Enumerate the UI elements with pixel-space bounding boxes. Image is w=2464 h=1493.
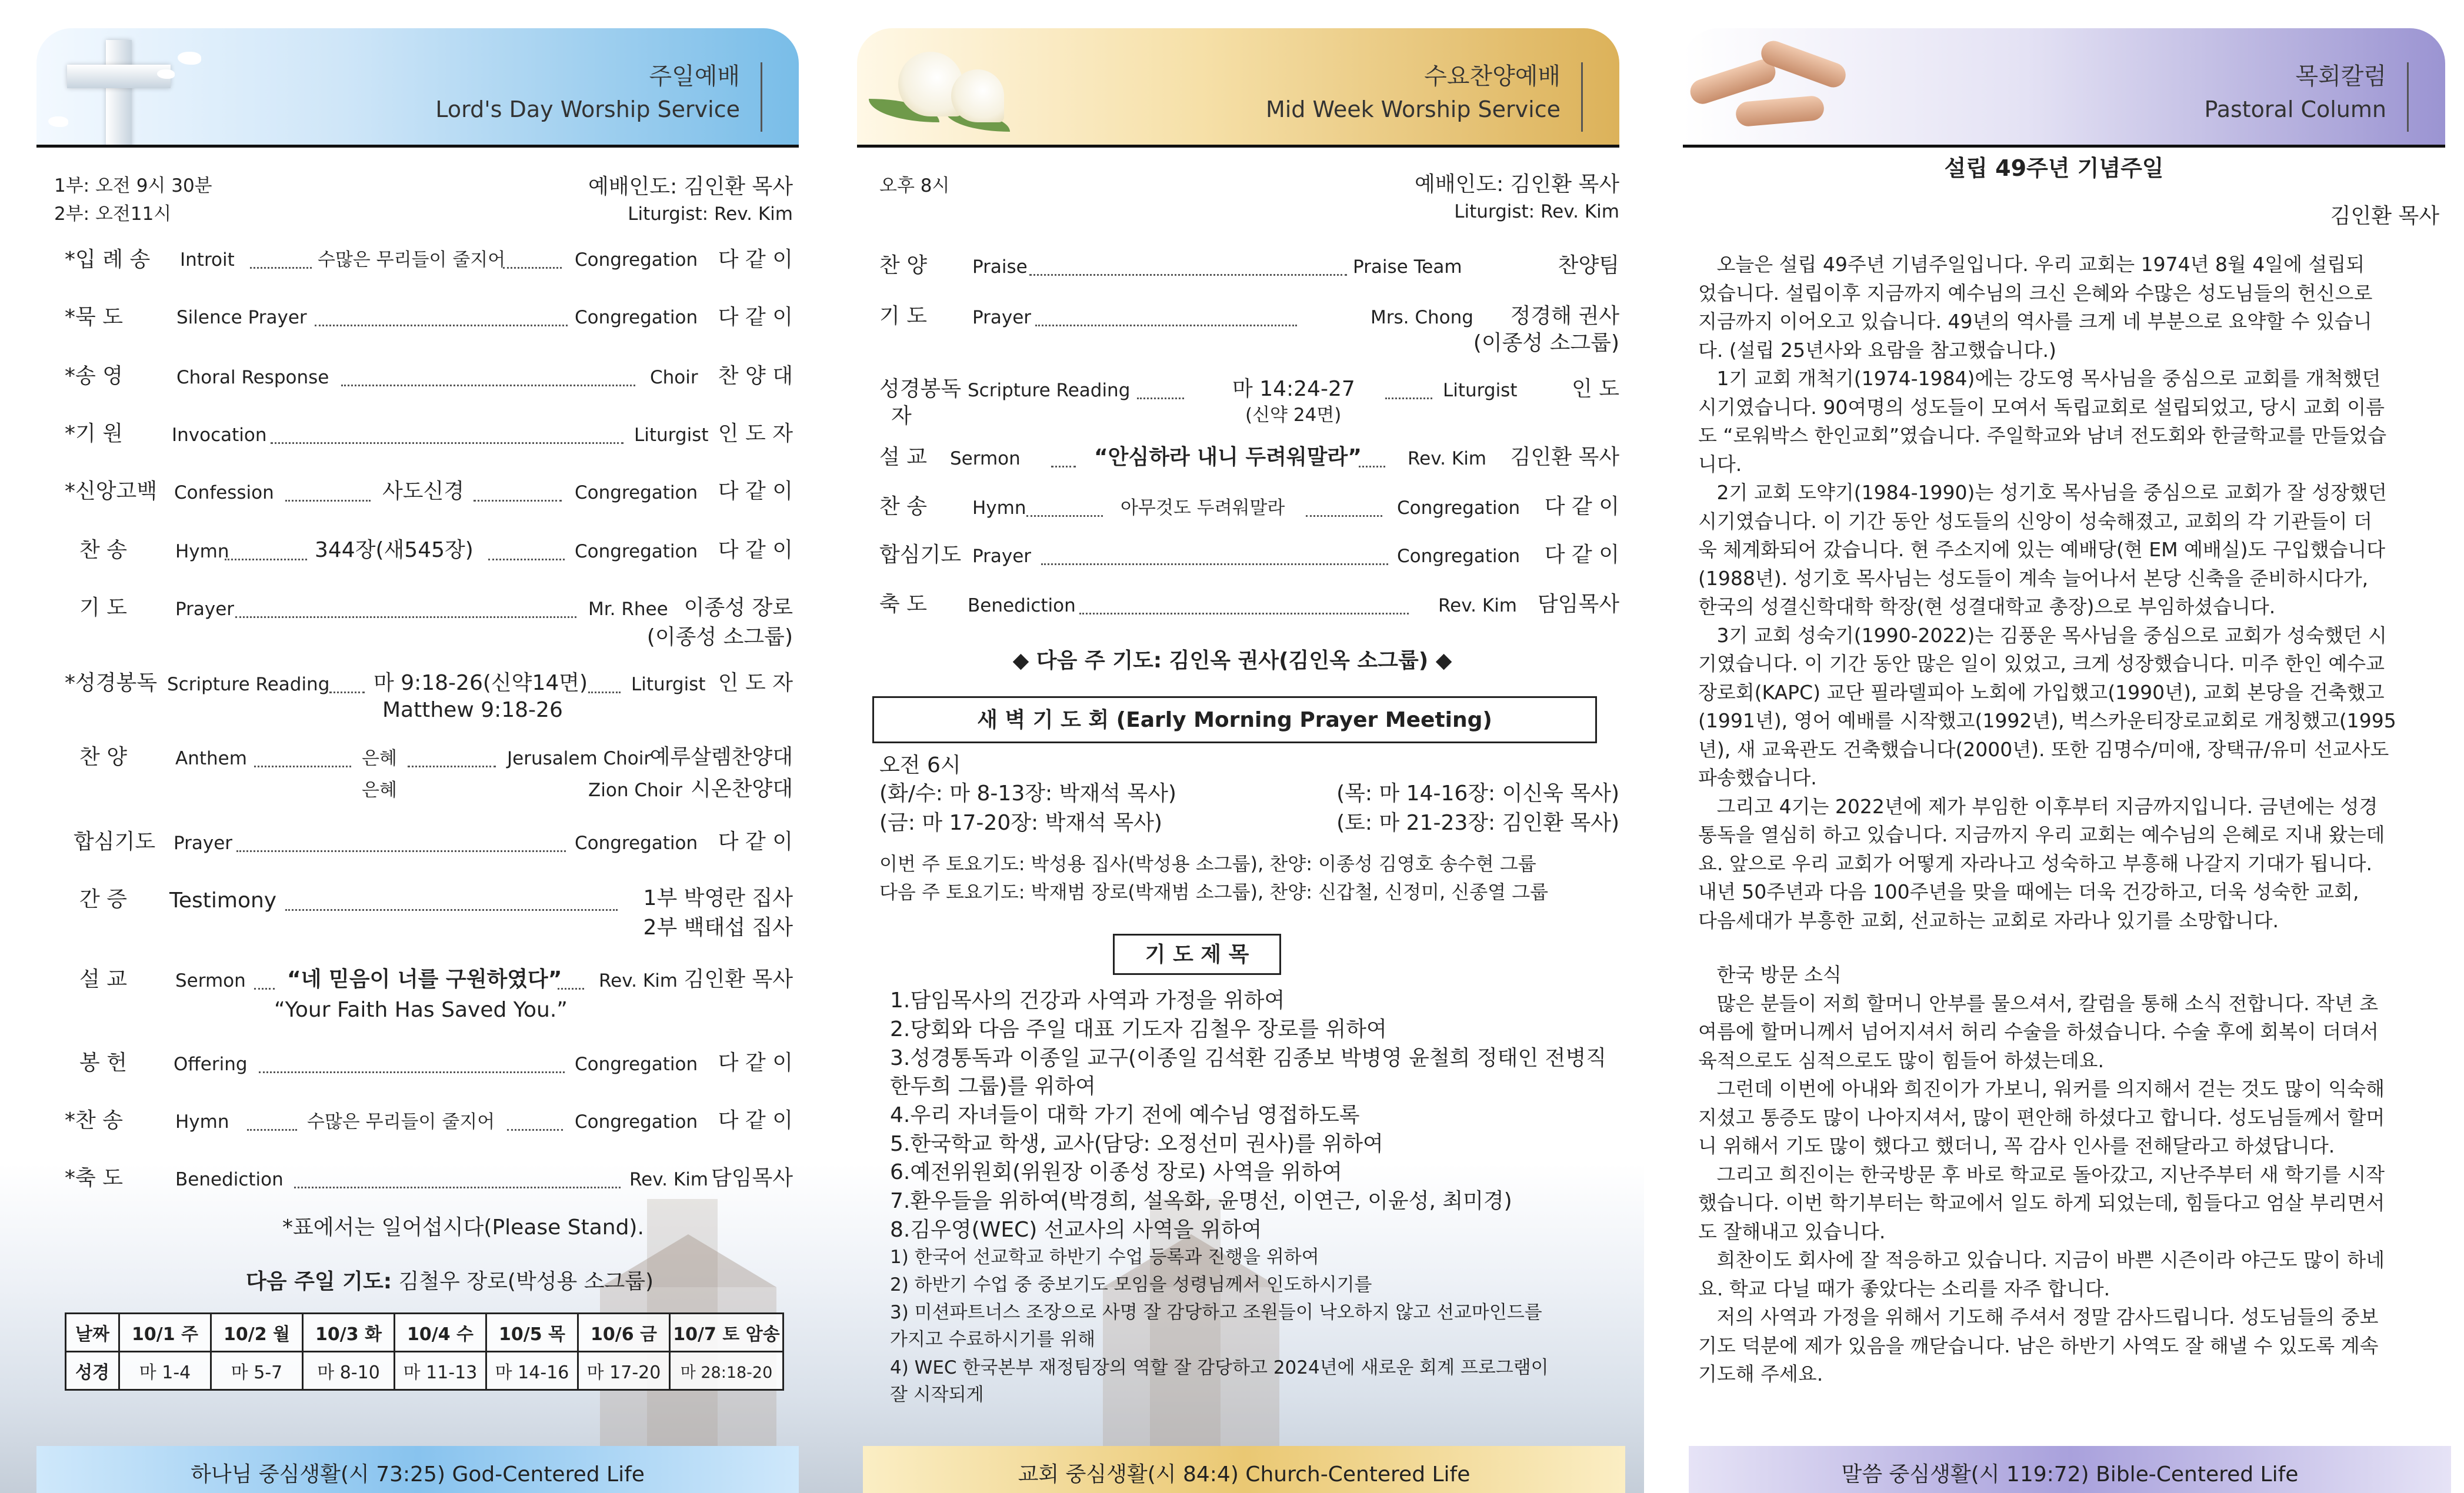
- divider: [36, 145, 799, 148]
- item-who-ko: 정경해 권사: [1510, 304, 1619, 328]
- choir-name-ko: 예루살렘찬양대: [649, 745, 793, 769]
- section-title-en: Lord's Day Worship Service: [435, 96, 740, 122]
- prayer-topic: 2.당회와 다음 주일 대표 기도자 김철우 장로를 위하여: [890, 1017, 1387, 1041]
- item-label-ko: 간 증: [79, 887, 127, 911]
- item-who-ko: 담임목사: [711, 1166, 793, 1190]
- item-who: Rev. Kim: [1408, 448, 1487, 469]
- item-label-en: Hymn: [175, 1111, 229, 1133]
- schedule-header: 10/1 주: [119, 1314, 211, 1352]
- item-label-ko: 찬 양: [79, 745, 127, 769]
- item-who: Congregation: [575, 307, 698, 328]
- scripture-page: (신약 24면): [1245, 405, 1342, 426]
- prayer-subgroup: (이종성 소그룹): [646, 625, 793, 649]
- item-who-ko: 다 같 이: [718, 479, 793, 503]
- hands-photo: [1683, 28, 1859, 145]
- schedule-cell: 마 5-7: [211, 1352, 303, 1390]
- item-label-ko: 합심기도: [74, 830, 156, 854]
- footer-text: 하나님 중심생활(시 73:25) God-Centered Life: [191, 1462, 645, 1487]
- item-who: Rev. Kim: [1438, 595, 1518, 616]
- schedule-header: 10/2 월: [211, 1314, 303, 1352]
- item-label-en: Hymn: [972, 497, 1026, 519]
- testimony-speaker-2: 2부 백태섭 집사: [643, 916, 793, 940]
- item-who-ko: 다 같 이: [718, 305, 793, 329]
- item-label-ko: 찬 송: [879, 495, 927, 519]
- divider: [1683, 145, 2445, 148]
- item-who-ko: 다 같 이: [718, 538, 793, 562]
- prayer-topic: 한두희 그룹)를 위하여: [890, 1074, 1096, 1098]
- sermon-title: “네 믿음이 너를 구원하였다”: [287, 967, 562, 991]
- item-who-ko: 인 도 자: [718, 422, 793, 446]
- item-who-ko: 담임목사: [1537, 592, 1619, 616]
- item-label-ko: *송 영: [65, 364, 123, 388]
- prayer-topic: 8.김우영(WEC) 선교사의 사역을 위하여: [890, 1218, 1262, 1242]
- item-who: Mrs. Chong: [1371, 307, 1473, 328]
- item-who-ko: 다 같 이: [1544, 495, 1619, 519]
- item-label-en: Prayer: [972, 546, 1032, 567]
- item-who: Congregation: [575, 482, 698, 503]
- schedule-cell: 마 1-4: [119, 1352, 211, 1390]
- item-who: Liturgist: [631, 674, 706, 695]
- section-title-ko: 수요찬양예배: [1424, 63, 1561, 90]
- item-detail: 수많은 무리들이 줄지어: [318, 249, 506, 270]
- item-label-en: Offering: [174, 1054, 248, 1075]
- next-week-prayer: ◆ 다음 주 기도: 김인옥 권사(김인옥 소그룹) ◆: [1012, 649, 1452, 673]
- prayer-topic: 잘 시작되게: [890, 1384, 984, 1405]
- prayer-topic: 7.환우들을 위하여(박경희, 설옥화, 윤명선, 이연근, 이윤성, 최미경): [890, 1189, 1512, 1213]
- item-detail: 아무것도 두려워말라: [1121, 497, 1285, 519]
- item-who: Congregation: [575, 541, 698, 562]
- item-who: Congregation: [1397, 546, 1521, 567]
- item-label-en: Silence Prayer: [176, 307, 307, 328]
- prayer-topic: 2) 하반기 수업 중 중보기도 모임을 성령님께서 인도하시기를: [890, 1274, 1372, 1295]
- item-who: Mr. Rhee: [588, 599, 668, 620]
- next-week-prayer-value: 김철우 장로(박성용 소그룹): [398, 1270, 654, 1294]
- item-who: Rev. Kim: [599, 970, 678, 991]
- schedule-header: 날짜: [66, 1314, 119, 1352]
- item-label-ko: *성경봉독: [65, 671, 158, 695]
- prayer-topic: 3) 미션파트너스 조장으로 사명 잘 감당하고 조원들이 낙오하지 않고 선교마인드를: [890, 1302, 1542, 1323]
- item-label-ko: 설 교: [79, 967, 127, 991]
- item-label-en: Prayer: [174, 833, 233, 854]
- item-who-ko: 김인환 목사: [683, 967, 793, 991]
- pastoral-header: [1683, 28, 2445, 145]
- choir-name-ko: 시온찬양대: [691, 777, 793, 801]
- scripture-ref: 마 14:24-27: [1232, 377, 1355, 401]
- bible-reading-schedule: [65, 1312, 784, 1391]
- schedule-row-label: 성경: [66, 1352, 119, 1390]
- item-detail: 수많은 무리들이 줄지어: [307, 1111, 495, 1133]
- dawn-schedule-right-2: (토: 마 21-23장: 김인환 목사): [1336, 811, 1619, 835]
- anthem-title: 은혜: [362, 748, 397, 769]
- schedule-header: 10/3 화: [303, 1314, 395, 1352]
- lily-photo: [857, 28, 1033, 145]
- item-who: Congregation: [575, 1054, 698, 1075]
- item-who: Liturgist: [1443, 380, 1518, 401]
- saturday-prayer-next-week: 다음 주 토요기도: 박재범 장로(박재범 소그룹), 찬양: 신갑철, 신정미, 신종열 그룹: [879, 881, 1549, 903]
- schedule-header: 10/6 금: [578, 1314, 670, 1352]
- footer-banner: [863, 1446, 1625, 1493]
- dawn-schedule-left-2: (금: 마 17-20장: 박재석 목사): [879, 811, 1162, 835]
- item-label-ko: *신앙고백: [65, 479, 158, 503]
- pastoral-column-panel: [1644, 0, 2464, 1493]
- item-label-ko: *묵 도: [65, 305, 123, 329]
- item-label-en: Praise: [972, 256, 1028, 278]
- item-who-ko: 다 같 이: [1544, 543, 1619, 567]
- item-label-en: Benediction: [175, 1169, 284, 1190]
- item-label-ko: 성경봉독: [879, 377, 962, 401]
- footer-banner: [1689, 1446, 2451, 1493]
- item-who: Rev. Kim: [629, 1169, 709, 1190]
- item-label-en: Sermon: [950, 448, 1021, 469]
- next-week-prayer-label: 다음 주일 기도:: [246, 1270, 392, 1294]
- dawn-time: 오전 6시: [879, 753, 961, 777]
- column-heading: 설립 49주년 기념주일: [1944, 155, 2164, 181]
- prayer-topic: 5.한국학교 학생, 교사(담당: 오정선미 권사)를 위하여: [890, 1132, 1383, 1156]
- service-time-1: 1부: 오전 9시 30분: [54, 175, 212, 196]
- item-who-ko: 다 같 이: [718, 248, 793, 272]
- item-label-en: Sermon: [175, 970, 246, 991]
- item-label-ko: 기 도: [79, 596, 127, 620]
- item-label-en: Introit: [180, 249, 235, 270]
- dawn-schedule-right-1: (목: 마 14-16장: 이신욱 목사): [1336, 781, 1619, 806]
- midweek-panel: [821, 0, 1644, 1493]
- item-who: Congregation: [575, 1111, 698, 1133]
- item-label-en: Testimony: [169, 889, 277, 913]
- schedule-cell: 마 11-13: [395, 1352, 486, 1390]
- item-label-en: Hymn: [175, 541, 229, 562]
- dawn-schedule-left-1: (화/수: 마 8-13장: 박재석 목사): [879, 781, 1176, 806]
- choir-name: Zion Choir: [588, 780, 682, 801]
- item-label-ko: 봉 헌: [79, 1051, 127, 1075]
- scripture-ref: 마 9:18-26(신약14면): [374, 671, 588, 695]
- worship-leader: 예배인도: 김인환 목사: [1415, 172, 1619, 196]
- item-who-ko: 다 같 이: [718, 830, 793, 854]
- saturday-prayer-this-week: 이번 주 토요기도: 박성용 집사(박성용 소그룹), 찬양: 이종성 김영호 송수현 그룹: [879, 853, 1536, 875]
- schedule-cell: 마 28:18-20: [670, 1352, 783, 1390]
- item-who-ko: 인 도 자: [718, 671, 793, 695]
- cross-photo: [36, 28, 213, 145]
- item-who-ko: 김인환 목사: [1510, 445, 1619, 469]
- schedule-header: 10/4 수: [395, 1314, 486, 1352]
- schedule-cell: 마 14-16: [486, 1352, 578, 1390]
- dawn-prayer-box: [872, 696, 1597, 743]
- item-label-en: Anthem: [175, 748, 247, 769]
- dawn-prayer-title: 새 벽 기 도 회 (Early Morning Prayer Meeting): [977, 708, 1492, 732]
- item-label-ko: *입 례 송: [65, 248, 151, 272]
- item-detail: 사도신경: [382, 479, 465, 503]
- lords-day-panel: [0, 0, 821, 1493]
- prayer-topic: 3.성경통독과 이종일 교구(이종일 김석환 김종보 박병영 윤철희 정태인 전병직: [890, 1046, 1606, 1070]
- stand-note: *표에서는 일어섭시다(Please Stand).: [282, 1215, 644, 1240]
- column-body-part1: 오늘은 설립 49주년 기념주일입니다. 우리 교회는 1974년 8월 4일에 설립되 었습니다. 설립이후 지금까지 예수님의 크신 은혜와 수많은 성도님들의 헌신으로 지금까지 이어오고 있습니다. 49년의 역사를 크게 네 부분으로 요약할 수 있습니 다. (설립 25년사와 요람을 참고했습니다.) 1기 교회 개척기(1974-1984)에는 강도영 목사님을 중심으로 교회를 개척했던 시기였습니다. 90여명의 성도들이 모여서 독립교회로 설립되었고, 당시 교회 이름 도 “로워박스 한인교회”였습니다. 주일학교와 남녀 전도회와 한글학교를 만들었습 니다. 2기 교회 도약기(1984-1990)는 성기호 목사님을 중심으로 교회가 잘 성장했던 시기였습니다. 이 기간 동안 성도들의 신앙이 성숙해졌고, 교회의 각 기관들이 더 욱 체계화되어 갔습니다. 현 주소지에 있는 예배당(현 EM 예배실)도 구입했습니다 (1988년). 성기호 목사님는 성도들이 계속 늘어나서 본당 신축을 준비하시다가, 한국의 성결신학대학 학장(현 성결대학교 총장)으로 부임하셨습니다. 3기 교회 성숙기(1990-2022)는 김풍운 목사님을 중심으로 교회가 성숙했던 시 기였습니다. 이 기간 동안 많은 일이 있었고, 크게 성장했습니다. 미주 한인 예수교 장로회(KAPC) 교단 필라델피아 노회에 가입했고(1990년), 교회 본당을 건축했고 (1991년), 영어 예배를 시작했고(1992년), 벅스카운티장로교회로 개칭했고(1995 년), 새 교육관도 건축했습니다(2000년). 또한 김명수/미애, 장택규/유미 선교사도 파송했습니다. 그리고 4기는 2022년에 제가 부임한 이후부터 지금까지입니다. 금년에는 성경 통독을 열심히 하고 있습니다. 지금까지 우리 교회는 예수님의 은혜로 지내 왔는데 요. 앞으로 우리 교회가 어떻게 자라나고 성숙하고 부흥해 나갈지 기대가 됩니다. 내년 50주년과 다음 100주년을 맞을 때에는 더욱 건강하고, 더욱 성숙한 교회, 다음세대가 부흥한 교회, 선교하는 교회로 자라나 있기를 소망합니다.: [1698, 253, 2396, 932]
- footer-text: 말씀 중심생활(시 119:72) Bible-Centered Life: [1841, 1462, 2299, 1487]
- liturgist: Liturgist: Rev. Kim: [628, 203, 793, 225]
- item-label-ko: 찬 송: [79, 538, 127, 562]
- column-body-part2: 한국 방문 소식 많은 분들이 저희 할머니 안부를 물으셔서, 칼럼을 통해 소식 전합니다. 작년 초 여름에 할머니께서 넘어지셔서 허리 수술을 하셨습니다. 수술 후에 회복이 더뎌서 육적으로도 심적으로도 많이 힘들어 하셨는데요. 그런데 이번에 아내와 희진이가 가보니, 워커를 의지해서 걷는 것도 많이 익숙해 지셨고 통증도 많이 나아지셔서, 많이 편안해 하셨다고 합니다. 성도님들께서 할머 니 위해서 기도 많이 했다고 했더니, 꼭 감사 인사를 전해달라고 하셨답니다. 그리고 희진이는 한국방문 후 바로 학교로 돌아갔고, 지난주부터 새 학기를 시작 했습니다. 이번 학기부터는 학교에서 일도 하게 되었는데, 힘들다고 엄살 부리면서 도 잘해내고 있습니다. 희찬이도 회사에 잘 적응하고 있습니다. 지금이 바쁜 시즌이라 야근도 많이 하네 요. 학교 다닐 때가 좋았다는 소리를 자주 합니다. 저의 사역과 가정을 위해서 기도해 주셔서 정말 감사드립니다. 성도님들의 중보 기도 덕분에 제가 있음을 깨닫습니다. 남은 하반기 사역도 잘 해낼 수 있도록 계속 기도해 주세요.: [1698, 963, 2385, 1385]
- section-title-en: Pastoral Column: [2204, 96, 2386, 122]
- item-label-ko: *축 도: [65, 1166, 123, 1190]
- item-who: Congregation: [575, 249, 698, 270]
- item-label-ko: *찬 송: [65, 1108, 123, 1133]
- liturgist: Liturgist: Rev. Kim: [1454, 201, 1619, 222]
- schedule-cell: 마 17-20: [578, 1352, 670, 1390]
- divider: [857, 145, 1619, 148]
- schedule-header: 10/7 토 암송: [670, 1314, 783, 1352]
- prayer-subgroup: (이종성 소그룹): [1473, 331, 1619, 355]
- footer-text: 교회 중심생활(시 84:4) Church-Centered Life: [1018, 1462, 1471, 1487]
- service-time: 오후 8시: [879, 175, 950, 196]
- prayer-topic: 4.우리 자녀들이 대학 가기 전에 예수님 영접하도록: [890, 1103, 1360, 1127]
- footer-banner: [36, 1446, 799, 1493]
- item-label-en: Confession: [174, 482, 274, 503]
- item-who-ko: 다 같 이: [718, 1051, 793, 1075]
- prayer-topics-box: [1113, 934, 1281, 975]
- section-title-en: Mid Week Worship Service: [1265, 96, 1561, 122]
- item-label-en: Benediction: [968, 595, 1076, 616]
- prayer-topic: 1) 한국어 선교학교 하반기 수업 등록과 진행을 위하여: [890, 1247, 1319, 1268]
- column-author: 김인환 목사: [2330, 204, 2439, 228]
- midweek-header: [857, 28, 1619, 145]
- schedule-header: 10/5 목: [486, 1314, 578, 1352]
- sermon-title-en: “Your Faith Has Saved You.”: [274, 998, 568, 1022]
- section-title-ko: 주일예배: [649, 63, 740, 90]
- item-who-ko: 찬양팀: [1558, 253, 1619, 278]
- item-who-ko: 다 같 이: [718, 1108, 793, 1133]
- item-label-en: Prayer: [972, 307, 1032, 328]
- item-label-ko: *기 원: [65, 422, 123, 446]
- item-who-ko: 인 도: [1572, 377, 1619, 401]
- item-label-ko: 축 도: [879, 592, 927, 616]
- item-label-ko: 합심기도: [879, 543, 962, 567]
- scripture-ref-en: Matthew 9:18-26: [382, 698, 563, 722]
- item-label-ko: 설 교: [879, 445, 927, 469]
- lords-day-header: [36, 28, 799, 145]
- item-label-en: Prayer: [175, 599, 235, 620]
- item-who-ko: 이종성 장로: [683, 596, 793, 620]
- item-who: Congregation: [575, 833, 698, 854]
- sermon-title: “안심하라 내니 두려워말라”: [1094, 445, 1362, 469]
- worship-leader: 예배인도: 김인환 목사: [588, 175, 793, 199]
- section-title-ko: 목회칼럼: [2295, 63, 2386, 90]
- anthem-title: 은혜: [362, 780, 397, 801]
- item-who: Congregation: [1397, 497, 1521, 519]
- item-label-en: Scripture Reading: [968, 380, 1131, 401]
- prayer-topic: 가지고 수료하시기를 위해: [890, 1329, 1096, 1350]
- item-who: Praise Team: [1353, 256, 1462, 278]
- item-who: Liturgist: [634, 425, 709, 446]
- prayer-topic: 1.담임목사의 건강과 사역과 가정을 위하여: [890, 988, 1285, 1013]
- service-time-2: 2부: 오전11시: [54, 203, 172, 225]
- item-label-en: Invocation: [172, 425, 267, 446]
- item-who-ko: 찬 양 대: [718, 364, 793, 388]
- item-label-ko: 찬 양: [879, 253, 927, 278]
- item-label-ko: 기 도: [879, 304, 927, 328]
- prayer-topics-title: 기 도 제 목: [1145, 943, 1249, 967]
- testimony-speaker-1: 1부 박영란 집사: [643, 886, 793, 910]
- item-label-ko-2: 자: [891, 404, 912, 428]
- schedule-cell: 마 8-10: [303, 1352, 395, 1390]
- item-detail: 344장(새545장): [315, 538, 474, 562]
- prayer-topic: 4) WEC 한국본부 재정팀장의 역할 잘 감당하고 2024년에 새로운 회계 프로그램이: [890, 1357, 1549, 1378]
- item-who: Choir: [650, 367, 698, 388]
- item-label-en: Scripture Reading: [167, 674, 330, 695]
- next-week-prayer: [246, 1269, 653, 1294]
- choir-name: Jerusalem Choir: [507, 748, 652, 769]
- item-label-en: Choral Response: [176, 367, 329, 388]
- prayer-topic: 6.예전위원회(위원장 이종성 장로) 사역을 위하여: [890, 1160, 1342, 1184]
